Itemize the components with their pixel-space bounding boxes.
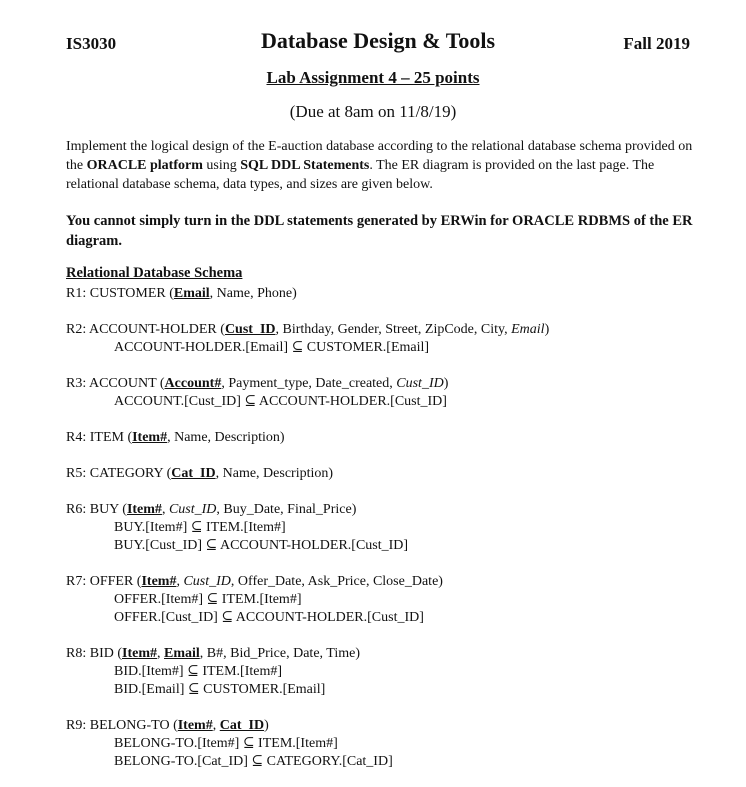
relation-r8 <box>66 645 360 699</box>
schema-heading: Relational Database Schema <box>66 265 243 281</box>
attribute-text: , Name, Phone) <box>209 286 297 301</box>
warning-paragraph: You cannot simply turn in the DDL statements generated by ERWin for ORACLE RDBMS of the ER diagram. <box>66 213 693 249</box>
attribute-text: , B#, Bid_Price, Date, Time) <box>199 646 361 661</box>
primary-key-attribute: Account# <box>164 376 222 391</box>
attribute-text: , <box>212 718 220 733</box>
inclusion-constraint: OFFER.[Item#] ⊆ ITEM.[Item#] <box>114 592 302 607</box>
relation-definition <box>66 501 408 519</box>
course-title: Database Design & Tools <box>260 28 496 53</box>
inclusion-constraint: BELONG-TO.[Item#] ⊆ ITEM.[Item#] <box>114 736 338 751</box>
primary-key-attribute: Item# <box>126 502 162 517</box>
inclusion-constraint: BID.[Item#] ⊆ ITEM.[Item#] <box>114 664 283 679</box>
relation-r5 <box>66 465 333 483</box>
attribute-text: , <box>157 646 164 661</box>
intro-text-1: Implement the logical design of the E-auction database according to the relational database schema provided on the <box>66 139 693 173</box>
relation-r6 <box>66 501 408 555</box>
intro-text-2: using <box>202 158 241 173</box>
inclusion-constraint: BID.[Email] ⊆ CUSTOMER.[Email] <box>114 682 326 697</box>
primary-key-attribute: Item# <box>122 646 157 661</box>
primary-key-attribute: Cat_ID <box>171 466 216 481</box>
inclusion-constraint: OFFER.[Cust_ID] ⊆ ACCOUNT-HOLDER.[Cust_ID] <box>114 610 424 625</box>
relation-r7 <box>66 573 443 627</box>
intro-bold-platform: ORACLE platform <box>86 158 203 173</box>
inclusion-constraint: ACCOUNT.[Cust_ID] ⊆ ACCOUNT-HOLDER.[Cust_ID] <box>114 394 447 409</box>
relation-definition <box>66 573 443 591</box>
relation-r1 <box>66 285 297 303</box>
intro-text-3: . The ER diagram is provided on the last page. The relational database schema, data types, and sizes are given below. <box>66 158 655 192</box>
attribute-text: , <box>176 574 184 589</box>
term: Fall 2019 <box>623 34 690 53</box>
attribute-text: , Payment_type, Date_created, <box>221 376 397 391</box>
attribute-text: ) <box>443 376 449 391</box>
intro-bold-ddl: SQL DDL Statements <box>240 158 370 173</box>
relation-r2 <box>66 321 549 357</box>
relation-name: R1: CUSTOMER ( <box>66 286 174 301</box>
inclusion-constraint: BELONG-TO.[Cat_ID] ⊆ CATEGORY.[Cat_ID] <box>114 754 393 769</box>
relation-name: R6: BUY ( <box>66 502 127 517</box>
primary-key-attribute: Item# <box>141 574 177 589</box>
relation-name: R5: CATEGORY ( <box>66 466 172 481</box>
relation-r9 <box>66 717 393 771</box>
course-code: IS3030 <box>66 34 117 53</box>
relation-definition <box>66 465 333 483</box>
relation-r4 <box>66 429 285 447</box>
inclusion-constraint: BUY.[Cust_ID] ⊆ ACCOUNT-HOLDER.[Cust_ID] <box>114 538 409 553</box>
relation-name: R2: ACCOUNT-HOLDER ( <box>66 322 225 337</box>
relation-definition <box>66 717 393 735</box>
inclusion-constraint: BUY.[Item#] ⊆ ITEM.[Item#] <box>114 520 286 535</box>
due-date: (Due at 8am on 11/8/19) <box>289 102 457 121</box>
primary-key-attribute: Email <box>164 646 200 661</box>
attribute-text: , Birthday, Gender, Street, ZipCode, City, <box>275 322 512 337</box>
foreign-key-attribute: Cust_ID <box>168 502 217 517</box>
relation-definition <box>66 429 285 447</box>
attribute-text: , <box>161 502 169 517</box>
primary-key-attribute: Cat_ID <box>219 718 265 733</box>
foreign-key-attribute: Cust_ID <box>183 574 231 589</box>
relation-name: R4: ITEM ( <box>66 430 133 445</box>
inclusion-constraint: ACCOUNT-HOLDER.[Email] ⊆ CUSTOMER.[Email] <box>114 340 430 355</box>
attribute-text: ) <box>264 718 269 733</box>
primary-key-attribute: Cust_ID <box>224 322 276 337</box>
attribute-text: , Name, Description) <box>167 430 285 445</box>
relation-name: R7: OFFER ( <box>66 574 142 589</box>
attribute-text: , Offer_Date, Ask_Price, Close_Date) <box>230 574 443 589</box>
relation-definition <box>66 321 549 339</box>
relation-name: R3: ACCOUNT ( <box>66 376 165 391</box>
relation-definition <box>66 375 448 393</box>
assignment-title-wrapper <box>0 68 746 88</box>
foreign-key-attribute: Email <box>511 322 545 337</box>
primary-key-attribute: Item# <box>132 430 168 445</box>
primary-key-attribute: Email <box>173 286 210 301</box>
document-header <box>66 28 690 56</box>
relation-definition <box>66 645 360 663</box>
assignment-title: Lab Assignment 4 – 25 points <box>266 68 480 87</box>
relation-name: R9: BELONG-TO ( <box>66 718 178 733</box>
attribute-text: , Buy_Date, Final_Price) <box>216 502 357 517</box>
attribute-text: ) <box>544 322 550 337</box>
intro-paragraph <box>66 137 696 194</box>
relation-definition <box>66 285 297 303</box>
relation-r3 <box>66 375 448 411</box>
foreign-key-attribute: Cust_ID <box>396 376 444 391</box>
attribute-text: , Name, Description) <box>215 466 334 481</box>
relation-name: R8: BID ( <box>66 646 122 661</box>
primary-key-attribute: Item# <box>177 718 213 733</box>
